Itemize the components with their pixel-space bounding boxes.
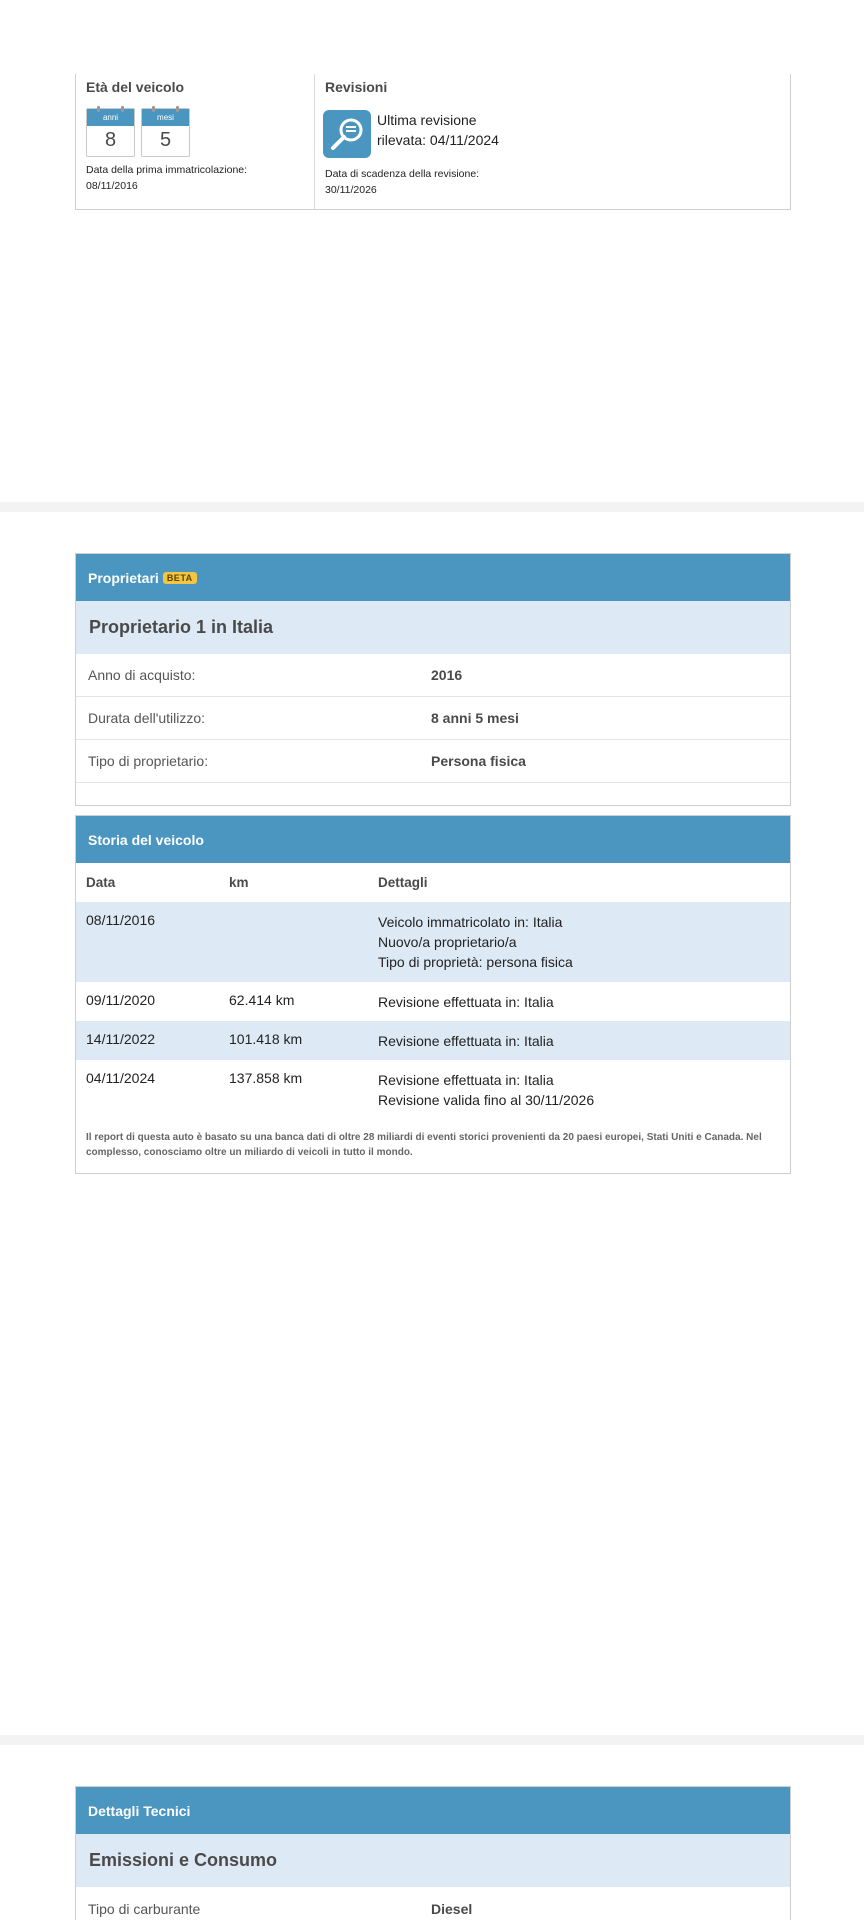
history-footnote: Il report di questa auto è basato su una banca dati di oltre 28 miliardi di eventi storici provenienti da 20 paesi europei, Stati Uniti e Canada. Nel complesso, conosciamo oltre un miliardo di veicoli in tutto il mondo. (86, 1132, 762, 1158)
years-calendar-icon (86, 108, 135, 157)
detail-line: Veicolo immatricolato in: Italia (378, 914, 563, 930)
inspections-title: Revisioni (325, 79, 388, 95)
row-date: 14/11/2022 (86, 1031, 156, 1047)
owner-row (76, 740, 790, 783)
owner-row-label: Durata dell'utilizzo: (88, 710, 206, 726)
detail-line: Revisione effettuata in: Italia (378, 1033, 554, 1049)
history-header: Storia del veicolo (76, 816, 790, 863)
row-details (378, 1070, 790, 1110)
years-label: anni (87, 109, 134, 126)
owner-row (76, 697, 790, 740)
technical-row-label: Tipo di carburante (88, 1900, 201, 1917)
table-row (76, 982, 790, 1021)
registration-label: Data della prima immatricolazione: (86, 164, 248, 176)
history-table-header (76, 863, 790, 902)
last-inspection (377, 110, 499, 150)
registration-date: 08/11/2016 (86, 180, 138, 192)
last-inspection-line1: Ultima revisione (377, 112, 477, 128)
expiry-label: Data di scadenza della revisione: (325, 168, 480, 180)
detail-line: Tipo di proprietà: persona fisica (378, 954, 573, 970)
table-row (76, 1060, 790, 1118)
column-date: Data (86, 875, 116, 890)
detail-line: Revisione effettuata in: Italia (378, 994, 554, 1010)
inspection-search-icon (323, 110, 371, 158)
table-row (76, 902, 790, 982)
years-value: 8 (104, 129, 117, 151)
vehicle-age-title: Età del veicolo (86, 79, 185, 95)
inspection-expiry (325, 166, 479, 198)
column-details: Dettagli (378, 874, 428, 890)
owner-row-value: 2016 (431, 667, 463, 683)
owners-title: Proprietari (88, 569, 159, 586)
expiry-date: 30/11/2026 (325, 184, 377, 196)
technical-row (76, 1887, 790, 1920)
months-value: 5 (159, 129, 172, 151)
technical-header: Dettagli Tecnici (76, 1787, 790, 1834)
row-date: 04/11/2024 (86, 1070, 156, 1086)
last-inspection-line2: rilevata: 04/11/2024 (377, 132, 499, 148)
detail-line: Revisione effettuata in: Italia (378, 1072, 554, 1088)
owners-header (76, 554, 790, 601)
vehicle-age-section (76, 74, 315, 209)
history-panel (75, 815, 791, 1174)
registration-info (86, 162, 247, 194)
row-km: 137.858 km (229, 1070, 303, 1086)
beta-badge: BETA (163, 572, 197, 584)
row-details (378, 992, 790, 1012)
table-row (76, 1021, 790, 1060)
months-label: mesi (142, 109, 189, 126)
owners-panel (75, 553, 791, 806)
inspections-section (315, 74, 790, 209)
row-date: 09/11/2020 (86, 992, 156, 1008)
owner-row-label: Tipo di proprietario: (88, 753, 209, 769)
column-km: km (229, 875, 249, 890)
detail-line: Nuovo/a proprietario/a (378, 934, 517, 950)
owner-heading: Proprietario 1 in Italia (76, 601, 790, 654)
section-separator (0, 1735, 864, 1745)
row-date: 08/11/2016 (86, 912, 156, 928)
detail-line: Revisione valida fino al 30/11/2026 (378, 1092, 595, 1108)
owner-row-value: 8 anni 5 mesi (431, 710, 519, 726)
owner-row-value: Persona fisica (431, 753, 526, 769)
row-details (378, 1031, 790, 1051)
technical-section-heading: Emissioni e Consumo (76, 1834, 790, 1887)
row-km: 101.418 km (229, 1031, 303, 1047)
owner-row-label: Anno di acquisto: (88, 667, 196, 683)
technical-row-value: Diesel (431, 1900, 473, 1917)
owner-row (76, 654, 790, 697)
months-calendar-icon (141, 108, 190, 157)
row-details (378, 912, 790, 972)
row-km: 62.414 km (229, 992, 295, 1008)
vehicle-summary-card (75, 74, 791, 210)
section-separator (0, 502, 864, 512)
technical-panel (75, 1786, 791, 1920)
